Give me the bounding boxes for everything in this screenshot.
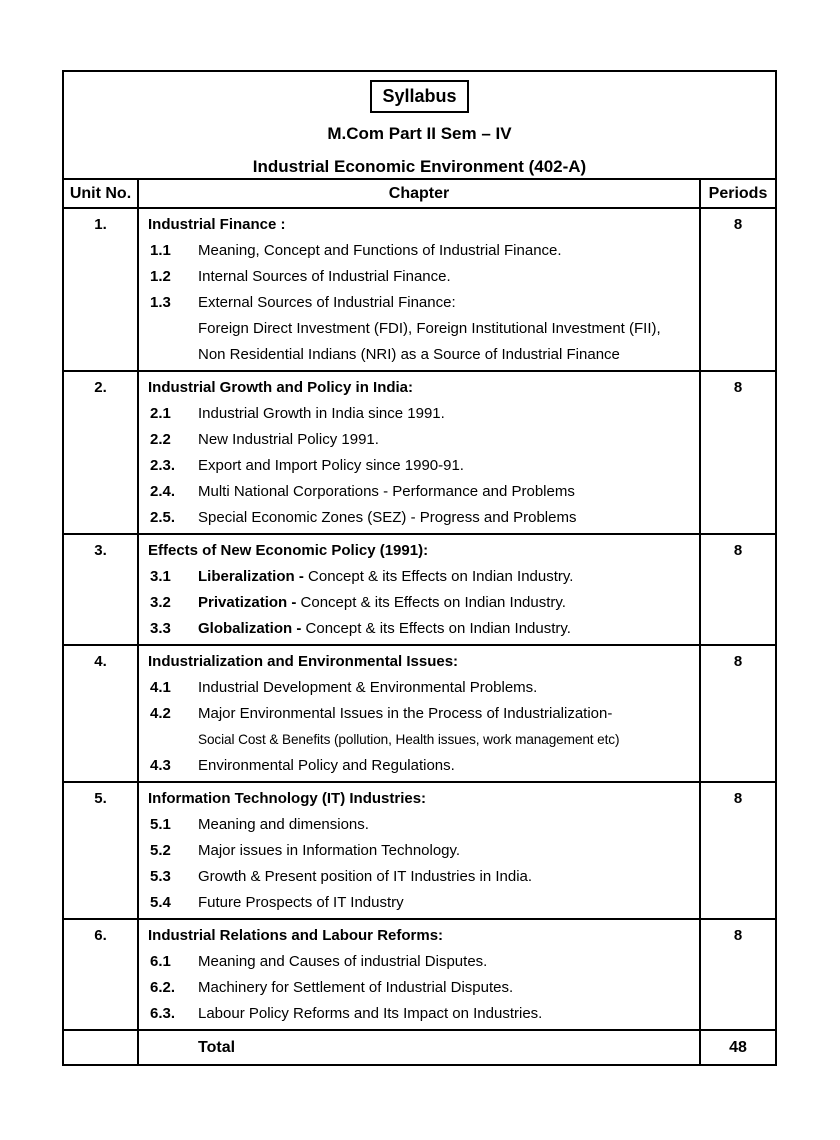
sub-item [148, 453, 693, 479]
sub-item-text: External Sources of Industrial Finance: [198, 294, 456, 311]
sub-item [148, 238, 693, 264]
sub-item-number: 4.3 [150, 757, 171, 774]
sub-item-lead: Privatization - [198, 594, 297, 611]
table-row-unit-1 [64, 207, 775, 370]
sub-item-number: 6.3. [150, 1005, 176, 1022]
chapter-cell [139, 646, 699, 781]
total-unit-cell-empty [64, 1031, 139, 1064]
sub-item-number: 3.1 [150, 568, 171, 585]
periods-value: 8 [699, 646, 775, 781]
periods-value: 8 [699, 783, 775, 918]
sub-item-lead: Liberalization - [198, 568, 304, 585]
sub-item [148, 505, 693, 531]
sub-item [148, 675, 693, 701]
column-header-chapter: Chapter [388, 185, 450, 202]
chapter-title: Effects of New Economic Policy (1991): [148, 542, 429, 559]
periods-value: 8 [699, 535, 775, 644]
sub-item-text: Meaning and dimensions. [198, 816, 369, 833]
sub-item-text [198, 564, 693, 590]
sub-item-number: 3.2 [150, 594, 171, 611]
sub-item [148, 427, 693, 453]
sub-item-number: 5.2 [150, 842, 171, 859]
sub-item [148, 1001, 693, 1027]
table-row-unit-2 [64, 370, 775, 533]
periods-value: 8 [699, 372, 775, 533]
syllabus-title-box: Syllabus [370, 80, 468, 113]
sub-item [148, 479, 693, 505]
sub-item-text: Foreign Direct Investment (FDI), Foreign Institutional Investment (FII), [198, 320, 661, 337]
unit-number: 3. [64, 535, 139, 644]
chapter-cell [139, 209, 699, 370]
sub-item [148, 564, 693, 590]
sub-item-number: 2.5. [150, 509, 176, 526]
sub-item-text: Non Residential Indians (NRI) as a Source of Industrial Finance [198, 346, 620, 363]
sub-item-text: Special Economic Zones (SEZ) - Progress and Problems [198, 509, 577, 526]
chapter-title: Industrial Growth and Policy in India: [148, 379, 414, 396]
sub-item-number: 5.4 [150, 894, 171, 911]
sub-item-number: 5.1 [150, 816, 171, 833]
unit-number: 2. [64, 372, 139, 533]
sub-item [148, 401, 693, 427]
sub-item-text: Export and Import Policy since 1990-91. [198, 457, 464, 474]
sub-item-text: Growth & Present position of IT Industries in India. [198, 868, 533, 885]
sub-item [148, 264, 693, 290]
table-row-unit-4 [64, 644, 775, 781]
sub-item-text: Industrial Growth in India since 1991. [198, 405, 445, 422]
sub-item [148, 864, 693, 890]
sub-item-continuation [148, 316, 693, 342]
column-header-unit: Unit No. [64, 180, 139, 207]
sub-item [148, 701, 693, 727]
sub-item-number: 6.2. [150, 979, 176, 996]
chapter-title: Industrial Finance : [148, 216, 286, 233]
chapter-cell [139, 920, 699, 1029]
chapter-title: Industrialization and Environmental Issues: [148, 653, 459, 670]
sub-item [148, 812, 693, 838]
total-label: Total [198, 1039, 236, 1056]
sub-item-number: 2.4. [150, 483, 176, 500]
sub-item-text [198, 616, 693, 642]
sub-item-number [150, 316, 198, 342]
table-row-unit-6 [64, 918, 775, 1029]
sub-item-lead: Globalization - [198, 620, 302, 637]
column-header-periods: Periods [699, 180, 775, 207]
periods-value: 8 [699, 209, 775, 370]
sub-item-number [150, 342, 198, 368]
sub-item [148, 949, 693, 975]
sub-item [148, 616, 693, 642]
chapter-title: Industrial Relations and Labour Reforms: [148, 927, 444, 944]
sub-item-number: 1.2 [150, 268, 171, 285]
sub-item-text: Meaning, Concept and Functions of Industrial Finance. [198, 242, 562, 259]
sub-item-text-rest: Concept & its Effects on Indian Industry. [308, 568, 574, 585]
sub-item-number: 1.3 [150, 294, 171, 311]
syllabus-table [62, 70, 777, 1066]
sub-item [148, 890, 693, 916]
sub-item-number: 1.1 [150, 242, 171, 259]
sub-item-number: 2.2 [150, 431, 171, 448]
sub-item [148, 290, 693, 316]
sub-item-number: 5.3 [150, 868, 171, 885]
sub-item-number: 4.2 [150, 705, 171, 722]
sub-item-number: 4.1 [150, 679, 171, 696]
title-block [64, 72, 775, 178]
sub-item-number: 6.1 [150, 953, 171, 970]
chapter-title: Information Technology (IT) Industries: [148, 790, 427, 807]
sub-item-text: Environmental Policy and Regulations. [198, 757, 455, 774]
sub-item [148, 838, 693, 864]
total-periods-value: 48 [699, 1031, 775, 1064]
sub-item-text: Labour Policy Reforms and Its Impact on Industries. [198, 1005, 543, 1022]
sub-item-text: Major Environmental Issues in the Process of Industrialization- [198, 705, 613, 722]
table-header-row [64, 178, 775, 207]
sub-item-text-rest: Concept & its Effects on Indian Industry. [300, 594, 566, 611]
sub-item-text [198, 590, 693, 616]
sub-item [148, 753, 693, 779]
sub-item-text: Major issues in Information Technology. [198, 842, 461, 859]
sub-item-number: 2.3. [150, 457, 176, 474]
unit-number: 4. [64, 646, 139, 781]
sub-item-text: Social Cost & Benefits (pollution, Health issues, work management etc) [198, 732, 620, 747]
unit-number: 5. [64, 783, 139, 918]
sub-item-text: Machinery for Settlement of Industrial Disputes. [198, 979, 514, 996]
sub-item-text: Multi National Corporations - Performance and Problems [198, 483, 575, 500]
periods-value: 8 [699, 920, 775, 1029]
sub-item-text: Meaning and Causes of industrial Disputes. [198, 953, 488, 970]
sub-item-text: New Industrial Policy 1991. [198, 431, 379, 448]
course-title: M.Com Part II Sem – IV [327, 124, 512, 143]
subject-title: Industrial Economic Environment (402-A) [252, 157, 587, 176]
unit-number: 6. [64, 920, 139, 1029]
sub-item-number: 3.3 [150, 620, 171, 637]
sub-item [148, 975, 693, 1001]
chapter-cell [139, 535, 699, 644]
sub-item-text-rest: Concept & its Effects on Indian Industry. [305, 620, 571, 637]
table-row-unit-5 [64, 781, 775, 918]
sub-item [148, 590, 693, 616]
unit-number: 1. [64, 209, 139, 370]
sub-item-number: 2.1 [150, 405, 171, 422]
sub-item-continuation [148, 342, 693, 368]
sub-item-text: Future Prospects of IT Industry [198, 894, 404, 911]
table-row-unit-3 [64, 533, 775, 644]
sub-item-continuation [148, 727, 693, 753]
table-row-total [64, 1029, 775, 1064]
chapter-cell [139, 372, 699, 533]
chapter-cell [139, 783, 699, 918]
sub-item-text: Industrial Development & Environmental Problems. [198, 679, 538, 696]
sub-item-text: Internal Sources of Industrial Finance. [198, 268, 451, 285]
sub-item-number [150, 727, 198, 753]
